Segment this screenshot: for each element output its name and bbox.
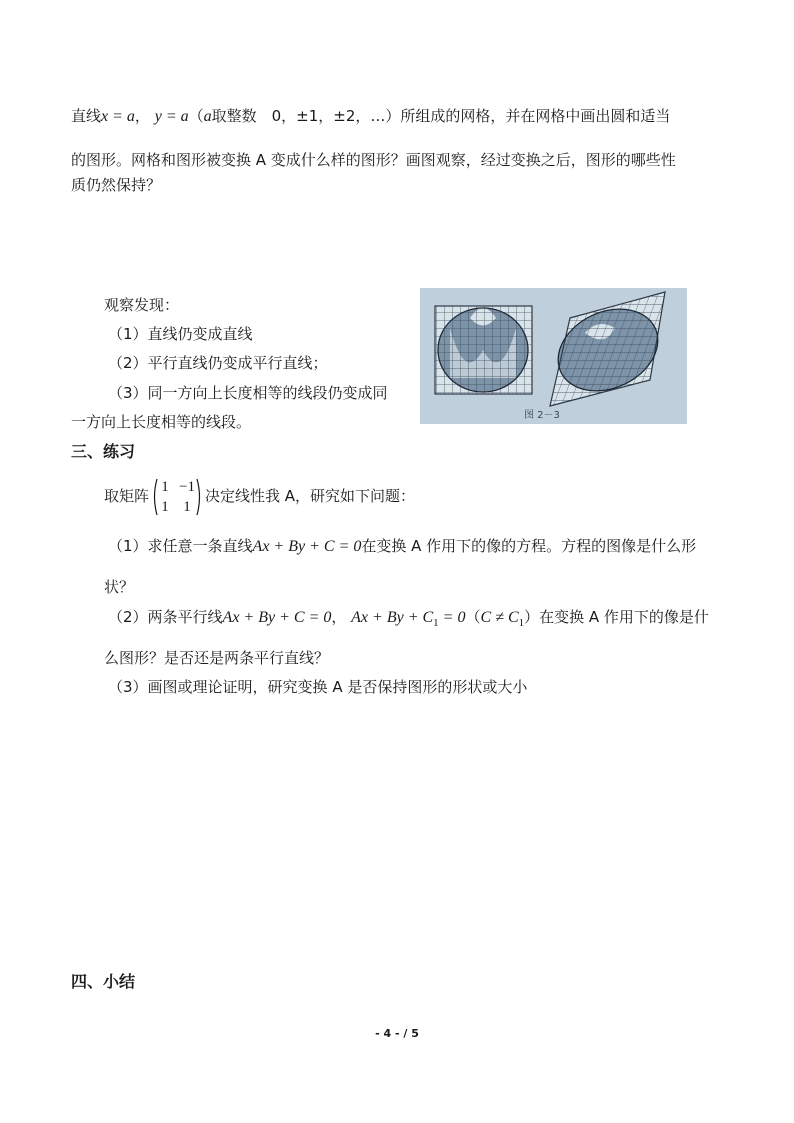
observe-title: 观察发现： (104, 296, 180, 314)
math-line-2 (351, 609, 466, 630)
text: （ (188, 107, 204, 125)
math-y-eq-a: y = a (154, 108, 189, 125)
observe-item-3b: 一方向上长度相等的线段。 (71, 413, 252, 431)
section-4-title: 四、小结 (71, 972, 136, 991)
text: （1）求任意一条直线 (108, 537, 253, 555)
text: （2）两条平行线 (108, 608, 223, 626)
matrix-a11: 1 (161, 478, 169, 495)
question-3: （3）画图或理论证明，研究变换 A 是否保持图形的形状或大小 (108, 678, 528, 696)
text: ）在变换 A 作用下的像是什 (524, 608, 709, 626)
matrix-a21: 1 (161, 498, 169, 515)
figure-caption: 图 2－3 (524, 410, 560, 421)
page-number: - 4 - / 5 (375, 1027, 419, 1040)
math-part: Ax + By + C (351, 609, 434, 626)
para1-line3: 质仍然保持？ (71, 176, 162, 194)
question-1-line1 (108, 536, 696, 557)
matrix-a22: 1 (183, 498, 191, 515)
text: 决定线性我 A，研究如下问题： (205, 487, 416, 505)
math-x-eq-a: x = a (101, 108, 135, 125)
observe-item-1: （1）直线仍变成直线 (108, 325, 253, 343)
question-2-line2: 么图形？是否还是两条平行直线？ (104, 649, 330, 667)
matrix-a12: −1 (179, 478, 195, 495)
question-2-line1 (108, 607, 709, 633)
section-3-title: 三、练习 (71, 442, 136, 461)
text: 在变换 A 作用下的像的方程。方程的图像是什么形 (361, 537, 697, 555)
math-part: C ≠ C (480, 609, 519, 626)
text: （ (465, 608, 481, 626)
figure-grid-transform (420, 288, 687, 424)
math-a: a (203, 108, 212, 125)
para1-line1 (71, 106, 670, 127)
text: ， (134, 107, 150, 125)
math-c-neq-c1 (480, 609, 525, 630)
math-line-equation: Ax + By + C = 0 (252, 538, 362, 555)
math-sub: 1 (518, 617, 525, 630)
figure-image (420, 288, 687, 424)
text: 取整数 0，±1，±2，…）所组成的网格，并在网格中画出圆和适当 (211, 107, 671, 125)
math-sub: 1 (433, 617, 439, 630)
text: ， (331, 608, 347, 626)
question-1-line2: 状？ (104, 578, 135, 596)
text: 取矩阵 (104, 487, 150, 505)
section3-intro (104, 476, 415, 517)
para1-line2: 的图形。网格和图形被变换 A 变成什么样的图形？画图观察，经过变换之后，图形的哪些性 (71, 151, 676, 169)
text: 直线 (71, 107, 102, 125)
math-line-1: Ax + By + C = 0 (222, 609, 332, 626)
observe-item-2: （2）平行直线仍变成平行直线； (108, 354, 328, 372)
math-part: = 0 (438, 609, 466, 626)
matrix-2x2 (151, 477, 203, 517)
observe-item-3a: （3）同一方向上长度相等的线段仍变成同 (108, 384, 388, 402)
